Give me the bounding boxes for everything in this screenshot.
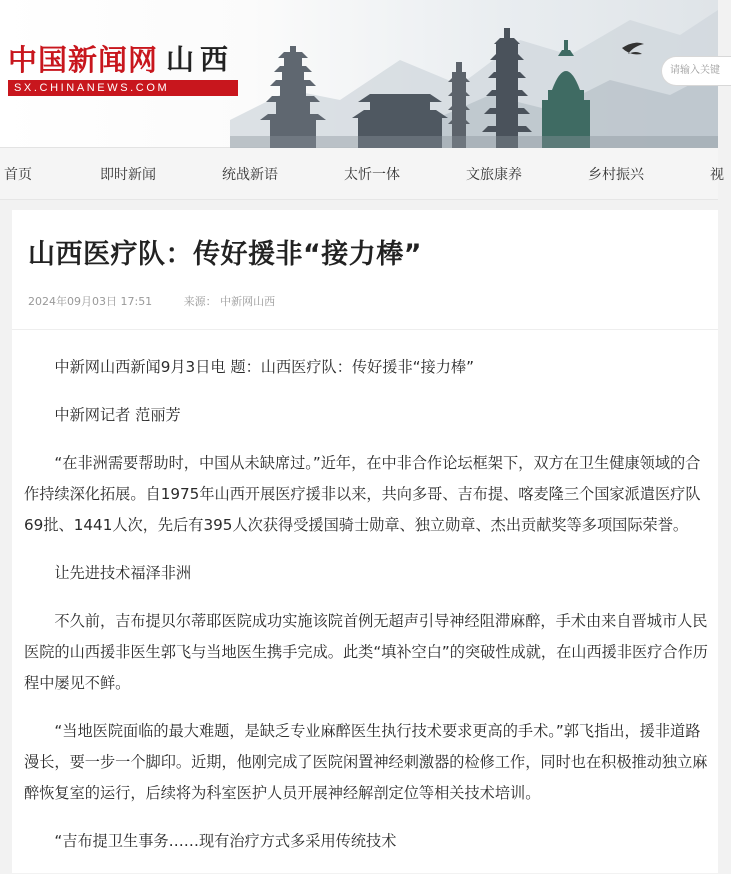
site-header — [0, 0, 718, 148]
logo-chinanews-text: 中国新闻网 — [8, 43, 159, 77]
nav-item-home[interactable]: 首页 — [4, 167, 32, 183]
logo-region-text: 山西 — [166, 43, 235, 76]
article-paragraph: “当地医院面临的最大难题，是缺乏专业麻醉医生执行技术要求更高的手术。”郭飞指出，援非道路漫长，要一步一个脚印。近期，他刚完成了医院闲置神经刺激器的检修工作，同时也在积极推动独立麻醉恢复室的运行，后续将为科室医护人员开展神经解剖定位等相关技术培训。 — [24, 722, 708, 802]
title-divider — [12, 329, 718, 330]
article-paragraph: “在非洲需要帮助时，中国从未缺席过。”近年，在中非合作论坛框架下，双方在卫生健康领域的合作持续深化拓展。自1975年山西开展医疗援非以来，共向多哥、吉布提、喀麦隆三个国家派遣医疗队69批、1441人次，先后有395人次获得受援国骑士勋章、独立勋章、杰出贡献奖等多项国际荣誉。 — [24, 454, 701, 534]
pagoda-scenery-illustration — [230, 0, 718, 148]
nav-item-instant-news[interactable]: 即时新闻 — [100, 167, 156, 183]
article-meta — [28, 293, 303, 309]
main-nav — [0, 148, 724, 200]
article-source: 来源： 中新网山西 — [183, 295, 276, 308]
search-input[interactable]: 请输入关键 — [661, 56, 731, 86]
article-title: 山西医疗队：传好援非“接力棒” — [28, 239, 422, 270]
article-paragraph: 中新网山西新闻9月3日电 题：山西医疗队：传好援非“接力棒” — [54, 358, 474, 376]
nav-item-culture-tourism[interactable]: 文旅康养 — [466, 167, 522, 183]
article-date: 2024年09月03日 17:51 — [28, 295, 153, 308]
article-card — [12, 210, 718, 873]
nav-item-rural-revitalization[interactable]: 乡村振兴 — [588, 167, 644, 183]
nav-item-taixin[interactable]: 太忻一体 — [344, 167, 400, 183]
site-logo[interactable] — [8, 38, 244, 102]
article-body — [24, 352, 714, 874]
article-paragraph: 中新网记者 范丽芳 — [54, 406, 181, 424]
article-subheading: 让先进技术福泽非洲 — [54, 564, 192, 582]
nav-item-video[interactable]: 视 — [710, 167, 724, 183]
article-paragraph: “吉布提卫生事务……现有治疗方式多采用传统技术 — [54, 832, 397, 850]
nav-item-united-front[interactable]: 统战新语 — [222, 167, 278, 183]
logo-url-text: SX.CHINANEWS.COM — [8, 80, 238, 96]
article-paragraph: 不久前，吉布提贝尔蒂耶医院成功实施该院首例无超声引导神经阻滞麻醉，手术由来自晋城市人民医院的山西援非医生郭飞与当地医生携手完成。此类“填补空白”的突破性成就，在山西援非医疗合作历程中屡见不鲜。 — [24, 612, 708, 692]
